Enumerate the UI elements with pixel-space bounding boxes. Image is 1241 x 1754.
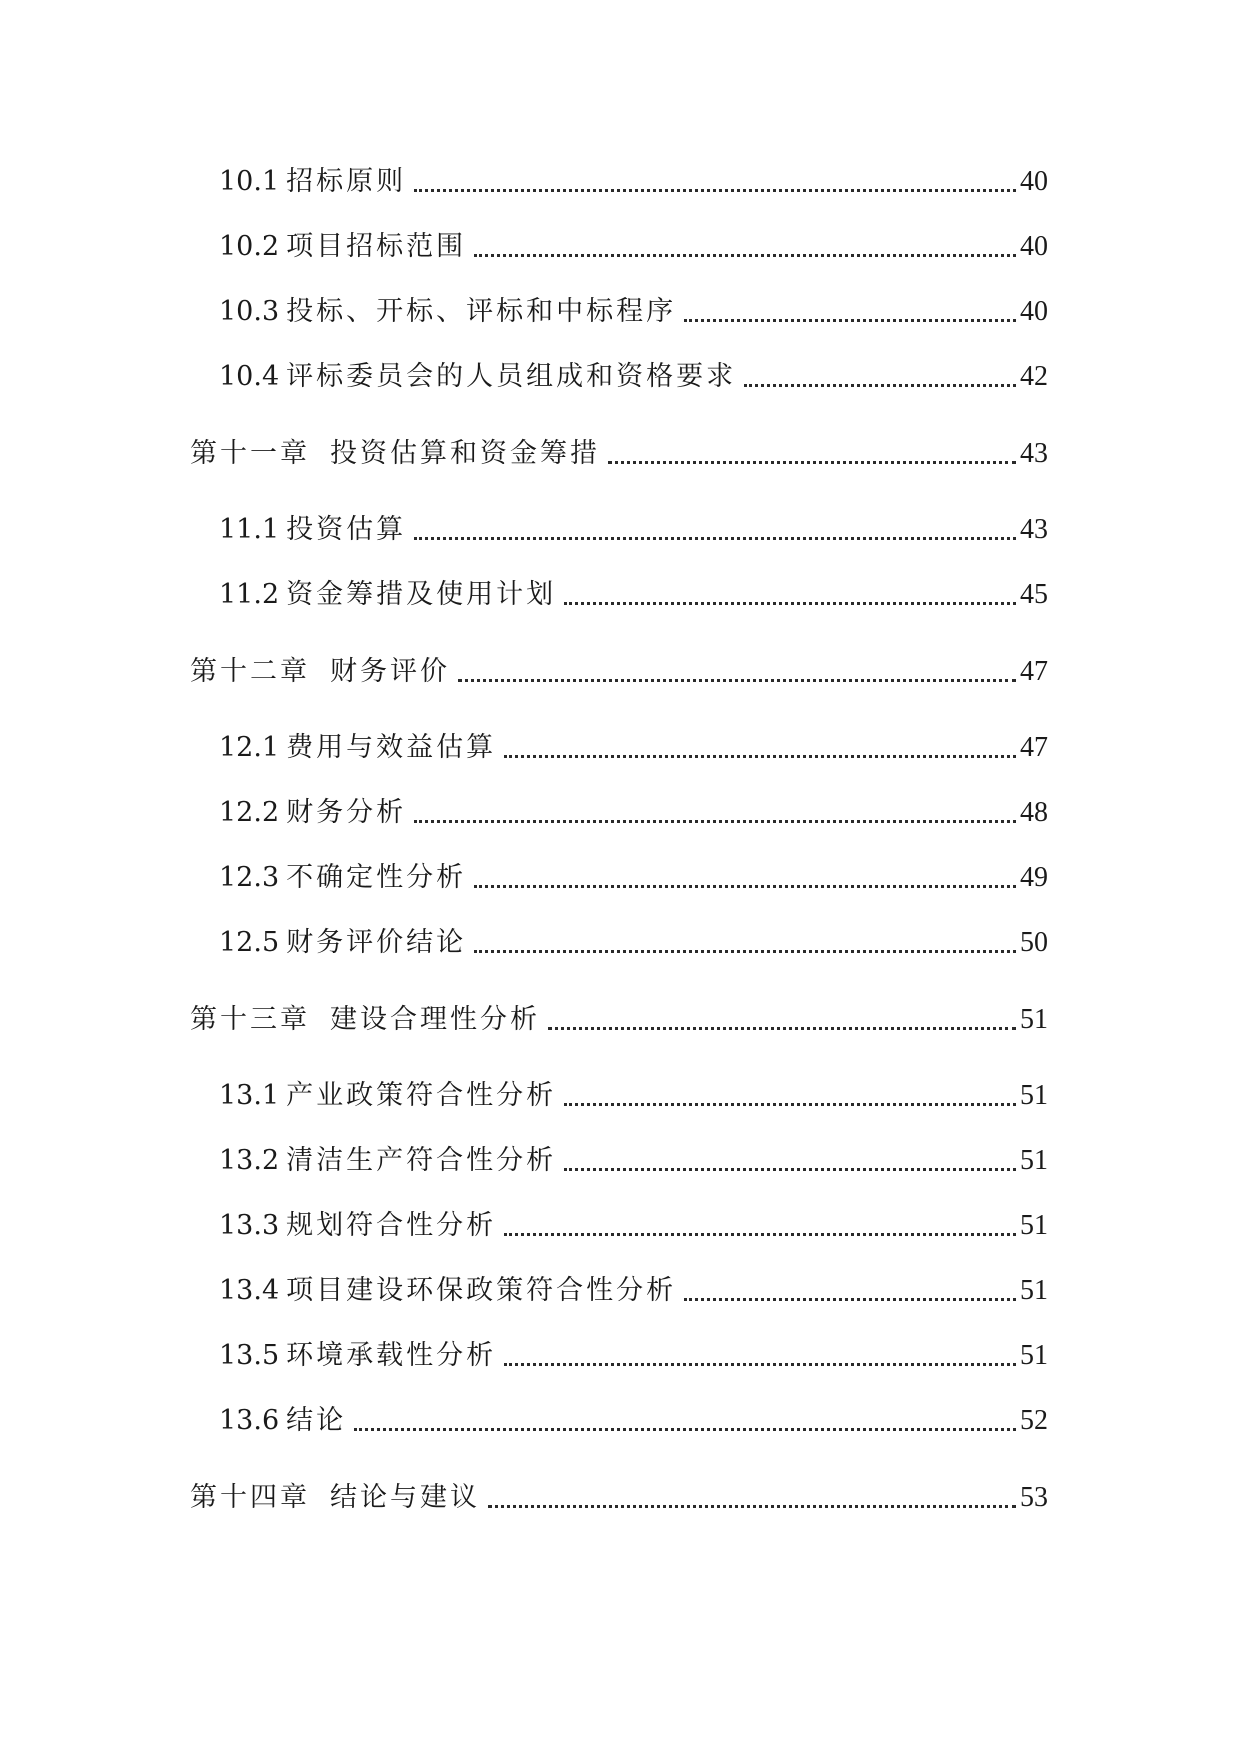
entry-number: 12.5 bbox=[219, 927, 280, 958]
dot-leader bbox=[414, 820, 1016, 823]
dot-leader bbox=[414, 189, 1016, 192]
toc-entry-11-1[interactable] bbox=[219, 510, 1048, 550]
entry-number: 13.6 bbox=[219, 1405, 280, 1436]
entry-number: 10.1 bbox=[219, 166, 280, 197]
entry-title: 不确定性分析 bbox=[286, 862, 467, 893]
entry-number: 13.1 bbox=[219, 1080, 280, 1111]
dot-leader bbox=[564, 1168, 1016, 1171]
entry-number: 10.2 bbox=[219, 231, 280, 262]
dot-leader bbox=[474, 885, 1016, 888]
entry-title: 费用与效益估算 bbox=[286, 732, 497, 763]
entry-title: 建设合理性分析 bbox=[330, 1004, 540, 1035]
entry-title: 财务评价 bbox=[330, 656, 450, 687]
entry-title: 评标委员会的人员组成和资格要求 bbox=[286, 361, 737, 392]
entry-title: 结论与建议 bbox=[330, 1482, 480, 1513]
entry-number: 12.2 bbox=[219, 797, 280, 828]
toc-entry-13-5[interactable] bbox=[219, 1336, 1048, 1376]
entry-page-number: 51 bbox=[1020, 1080, 1048, 1111]
toc-entry-12-2[interactable] bbox=[219, 793, 1048, 833]
entry-number: 第十四章 bbox=[190, 1482, 310, 1513]
dot-leader bbox=[414, 537, 1016, 540]
toc-entry-chapter-11[interactable] bbox=[190, 434, 1048, 474]
dot-leader bbox=[504, 1233, 1016, 1236]
dot-leader bbox=[548, 1027, 1016, 1030]
entry-title: 投标、开标、评标和中标程序 bbox=[286, 296, 677, 327]
entry-page-number: 51 bbox=[1020, 1275, 1048, 1306]
entry-title: 招标原则 bbox=[286, 166, 407, 197]
toc-entry-chapter-13[interactable] bbox=[190, 1000, 1048, 1040]
toc-entry-chapter-12[interactable] bbox=[190, 652, 1048, 692]
entry-page-number: 40 bbox=[1020, 231, 1048, 262]
entry-number: 10.4 bbox=[219, 361, 280, 392]
entry-title: 产业政策符合性分析 bbox=[286, 1080, 557, 1111]
entry-title: 环境承载性分析 bbox=[286, 1340, 497, 1371]
toc-entry-13-1[interactable] bbox=[219, 1076, 1048, 1116]
entry-number: 13.5 bbox=[219, 1340, 280, 1371]
toc-entry-10-4[interactable] bbox=[219, 357, 1048, 397]
entry-title: 清洁生产符合性分析 bbox=[286, 1145, 557, 1176]
toc-entry-12-5[interactable] bbox=[219, 923, 1048, 963]
entry-title: 投资估算 bbox=[286, 514, 407, 545]
toc-entry-11-2[interactable] bbox=[219, 575, 1048, 615]
entry-page-number: 40 bbox=[1020, 296, 1048, 327]
toc-entry-12-3[interactable] bbox=[219, 858, 1048, 898]
entry-page-number: 45 bbox=[1020, 579, 1048, 610]
dot-leader bbox=[474, 950, 1016, 953]
entry-number: 11.2 bbox=[219, 579, 280, 610]
entry-number: 第十三章 bbox=[190, 1004, 310, 1035]
dot-leader bbox=[458, 679, 1016, 682]
entry-page-number: 51 bbox=[1020, 1004, 1048, 1035]
entry-title: 财务评价结论 bbox=[286, 927, 467, 958]
entry-page-number: 43 bbox=[1020, 438, 1048, 469]
entry-title: 结论 bbox=[286, 1405, 347, 1436]
toc-entry-13-3[interactable] bbox=[219, 1206, 1048, 1246]
entry-page-number: 50 bbox=[1020, 927, 1048, 958]
dot-leader bbox=[564, 602, 1016, 605]
entry-page-number: 51 bbox=[1020, 1210, 1048, 1241]
toc-entry-10-2[interactable] bbox=[219, 227, 1048, 267]
entry-number: 12.3 bbox=[219, 862, 280, 893]
dot-leader bbox=[684, 1298, 1016, 1301]
entry-number: 第十一章 bbox=[190, 438, 310, 469]
entry-title: 财务分析 bbox=[286, 797, 407, 828]
entry-number: 12.1 bbox=[219, 732, 280, 763]
entry-page-number: 43 bbox=[1020, 514, 1048, 545]
entry-number: 13.3 bbox=[219, 1210, 280, 1241]
dot-leader bbox=[474, 254, 1016, 257]
dot-leader bbox=[354, 1428, 1016, 1431]
toc-entry-13-6[interactable] bbox=[219, 1401, 1048, 1441]
entry-page-number: 47 bbox=[1020, 732, 1048, 763]
dot-leader bbox=[744, 384, 1016, 387]
dot-leader bbox=[684, 319, 1016, 322]
dot-leader bbox=[564, 1103, 1016, 1106]
entry-page-number: 53 bbox=[1020, 1482, 1048, 1513]
dot-leader bbox=[608, 461, 1016, 464]
toc-entry-13-4[interactable] bbox=[219, 1271, 1048, 1311]
toc-entry-10-3[interactable] bbox=[219, 292, 1048, 332]
entry-number: 第十二章 bbox=[190, 656, 310, 687]
entry-title: 规划符合性分析 bbox=[286, 1210, 497, 1241]
dot-leader bbox=[504, 1363, 1016, 1366]
toc-entry-12-1[interactable] bbox=[219, 728, 1048, 768]
entry-page-number: 47 bbox=[1020, 656, 1048, 687]
entry-title: 资金筹措及使用计划 bbox=[286, 579, 557, 610]
entry-title: 投资估算和资金筹措 bbox=[330, 438, 600, 469]
dot-leader bbox=[504, 755, 1016, 758]
entry-page-number: 51 bbox=[1020, 1340, 1048, 1371]
entry-page-number: 42 bbox=[1020, 361, 1048, 392]
dot-leader bbox=[488, 1505, 1016, 1508]
entry-page-number: 52 bbox=[1020, 1405, 1048, 1436]
entry-page-number: 48 bbox=[1020, 797, 1048, 828]
entry-number: 10.3 bbox=[219, 296, 280, 327]
toc-entry-13-2[interactable] bbox=[219, 1141, 1048, 1181]
entry-page-number: 49 bbox=[1020, 862, 1048, 893]
entry-number: 13.2 bbox=[219, 1145, 280, 1176]
entry-number: 11.1 bbox=[219, 514, 280, 545]
entry-title: 项目建设环保政策符合性分析 bbox=[286, 1275, 677, 1306]
toc-entry-10-1[interactable] bbox=[219, 162, 1048, 202]
entry-title: 项目招标范围 bbox=[286, 231, 467, 262]
entry-number: 13.4 bbox=[219, 1275, 280, 1306]
toc-entry-chapter-14[interactable] bbox=[190, 1478, 1048, 1518]
entry-page-number: 40 bbox=[1020, 166, 1048, 197]
entry-page-number: 51 bbox=[1020, 1145, 1048, 1176]
